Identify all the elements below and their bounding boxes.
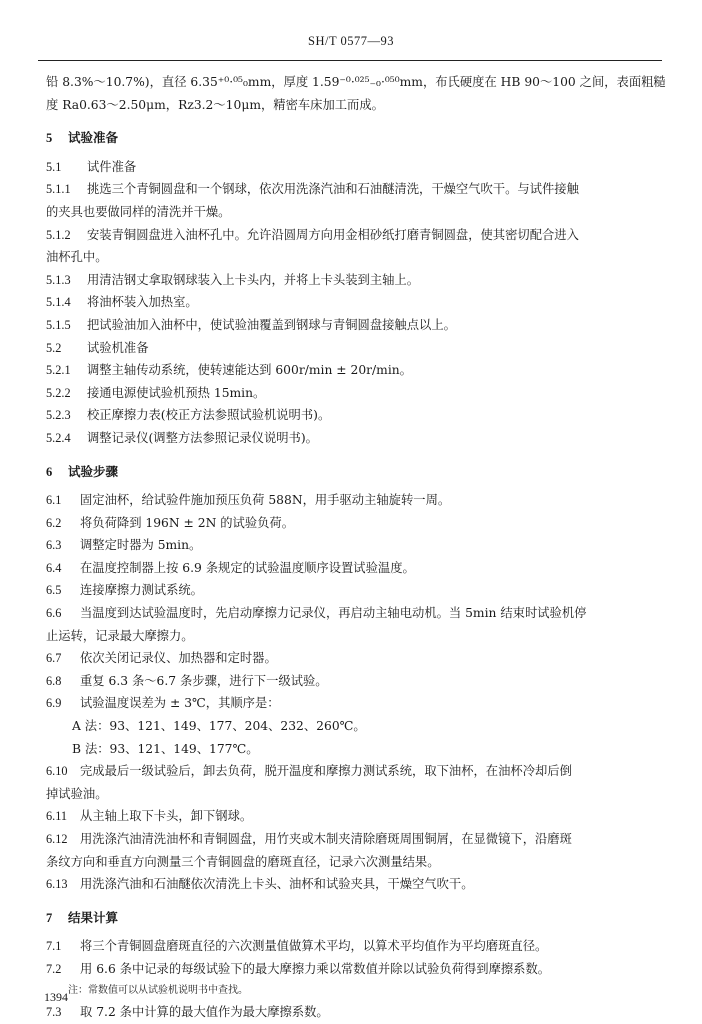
document-body bbox=[46, 71, 664, 1023]
section-5-items bbox=[46, 156, 664, 450]
clause-6-9-method-a: A 法：93、121、149、177、204、232、260℃。 bbox=[72, 719, 366, 734]
clause-5-1-5: 5.1.5 把试验油加入油杯中，使试验油覆盖到钢球与青铜圆盘接触点以上。 bbox=[46, 317, 456, 332]
section-5-heading: 5 试验准备 bbox=[46, 130, 119, 146]
section-7-items bbox=[46, 935, 664, 1023]
clause-6-13: 6.13 用洗涤汽油和石油醚依次清洗上卡头、油杯和试验夹具，干燥空气吹干。 bbox=[46, 877, 474, 892]
clause-6-8: 6.8 重复 6.3 条～6.7 条步骤，进行下一级试验。 bbox=[46, 673, 328, 688]
clause-6-5: 6.5 连接摩擦力测试系统。 bbox=[46, 583, 203, 598]
clause-6-7: 6.7 依次关闭记录仪、加热器和定时器。 bbox=[46, 651, 277, 666]
note: 注：常数值可以从试验机说明书中查找。 bbox=[68, 984, 248, 996]
page-number: 1394 bbox=[44, 990, 68, 1004]
clause-5-2: 5.2 试验机准备 bbox=[46, 340, 149, 355]
clause-7-1: 7.1 将三个青铜圆盘磨斑直径的六次测量值做算术平均，以算术平均值作为平均磨斑直径。 bbox=[46, 939, 548, 954]
clause-5-1-1: 5.1.1 挑选三个青铜圆盘和一个钢球，依次用洗涤汽油和石油醚清洗，干燥空气吹干。与试件接触 bbox=[46, 182, 579, 197]
clause-5-2-3: 5.2.3 校正摩擦力表(校正方法参照试验机说明书)。 bbox=[46, 408, 331, 423]
clause-7-3: 7.3 取 7.2 条中计算的最大值作为最大摩擦系数。 bbox=[46, 1004, 329, 1019]
clause-7-2: 7.2 用 6.6 条中记录的每级试验下的最大摩擦力乘以常数值并除以试验负荷得到摩擦系数。 bbox=[46, 961, 551, 976]
clause-5-2-2: 5.2.2 接通电源使试验机预热 15min。 bbox=[46, 385, 266, 400]
clause-5-1-2: 5.1.2 安装青铜圆盘进入油杯孔中。允许沿圆周方向用金相砂纸打磨青铜圆盘，使其密切配合进入 bbox=[46, 227, 579, 242]
clause-6-10: 6.10 完成最后一级试验后，卸去负荷，脱开温度和摩擦力测试系统，取下油杯，在油杯冷却后倒 bbox=[46, 764, 572, 779]
clause-6-11: 6.11 从主轴上取下卡头，卸下钢球。 bbox=[46, 809, 253, 824]
section-6-items bbox=[46, 489, 664, 896]
intro-line-2: 度 Ra0.63～2.50μm，Rz3.2～10μm，精密车床加工而成。 bbox=[46, 97, 384, 112]
clause-5-1: 5.1 试件准备 bbox=[46, 159, 137, 174]
clause-5-1-3: 5.1.3 用清洁钢丈拿取钢球装入上卡头内，并将上卡头装到主轴上。 bbox=[46, 272, 420, 287]
clause-6-12-cont: 条纹方向和垂直方向测量三个青铜圆盘的磨斑直径，记录六次测量结果。 bbox=[46, 854, 440, 869]
clause-6-4: 6.4 在温度控制器上按 6.9 条规定的试验温度顺序设置试验温度。 bbox=[46, 560, 415, 575]
clause-6-3: 6.3 调整定时器为 5min。 bbox=[46, 538, 202, 553]
clause-6-10-cont: 掉试验油。 bbox=[46, 786, 108, 801]
clause-5-1-1-cont: 的夹具也要做同样的清洗并干燥。 bbox=[46, 204, 231, 219]
clause-6-12: 6.12 用洗涤汽油清洗油杯和青铜圆盘，用竹夹或木制夹清除磨斑周围铜屑，在显微镜下，沿磨斑 bbox=[46, 832, 572, 846]
clause-5-1-4: 5.1.4 将油杯装入加热室。 bbox=[46, 295, 198, 310]
header-rule bbox=[38, 60, 662, 61]
section-6-heading: 6 试验步骤 bbox=[46, 463, 119, 479]
clause-5-2-1: 5.2.1 调整主轴传动系统，使转速能达到 600r/min ± 20r/min。 bbox=[46, 363, 412, 378]
page-header: SH/T 0577—93 bbox=[308, 34, 394, 48]
clause-5-2-4: 5.2.4 调整记录仪(调整方法参照记录仪说明书)。 bbox=[46, 430, 318, 445]
clause-6-6: 6.6 当温度到达试验温度时，先启动摩擦力记录仪，再启动主轴电动机。当 5min 结束时试验机停 bbox=[46, 606, 587, 621]
clause-6-9: 6.9 试验温度误差为 ± 3℃，其顺序是： bbox=[46, 696, 280, 711]
clause-6-2: 6.2 将负荷降到 196N ± 2N 的试验负荷。 bbox=[46, 515, 295, 530]
clause-6-9-method-b: B 法：93、121、149、177℃。 bbox=[72, 741, 259, 756]
section-7-heading: 7 结果计算 bbox=[46, 909, 119, 925]
clause-6-6-cont: 止运转，记录最大摩擦力。 bbox=[46, 628, 194, 643]
clause-5-1-2-cont: 油杯孔中。 bbox=[46, 250, 108, 265]
clause-6-1: 6.1 固定油杯，给试验件施加预压负荷 588N，用手驱动主轴旋转一周。 bbox=[46, 493, 451, 508]
intro-line-1: 铅 8.3%～10.7%)，直径 6.35⁺⁰·⁰⁵₀mm，厚度 1.59⁻⁰·⁰²⁵₋₀·⁰⁵⁰mm，布氏硬度在 HB 90～100 之间，表面粗糙 bbox=[46, 75, 666, 89]
